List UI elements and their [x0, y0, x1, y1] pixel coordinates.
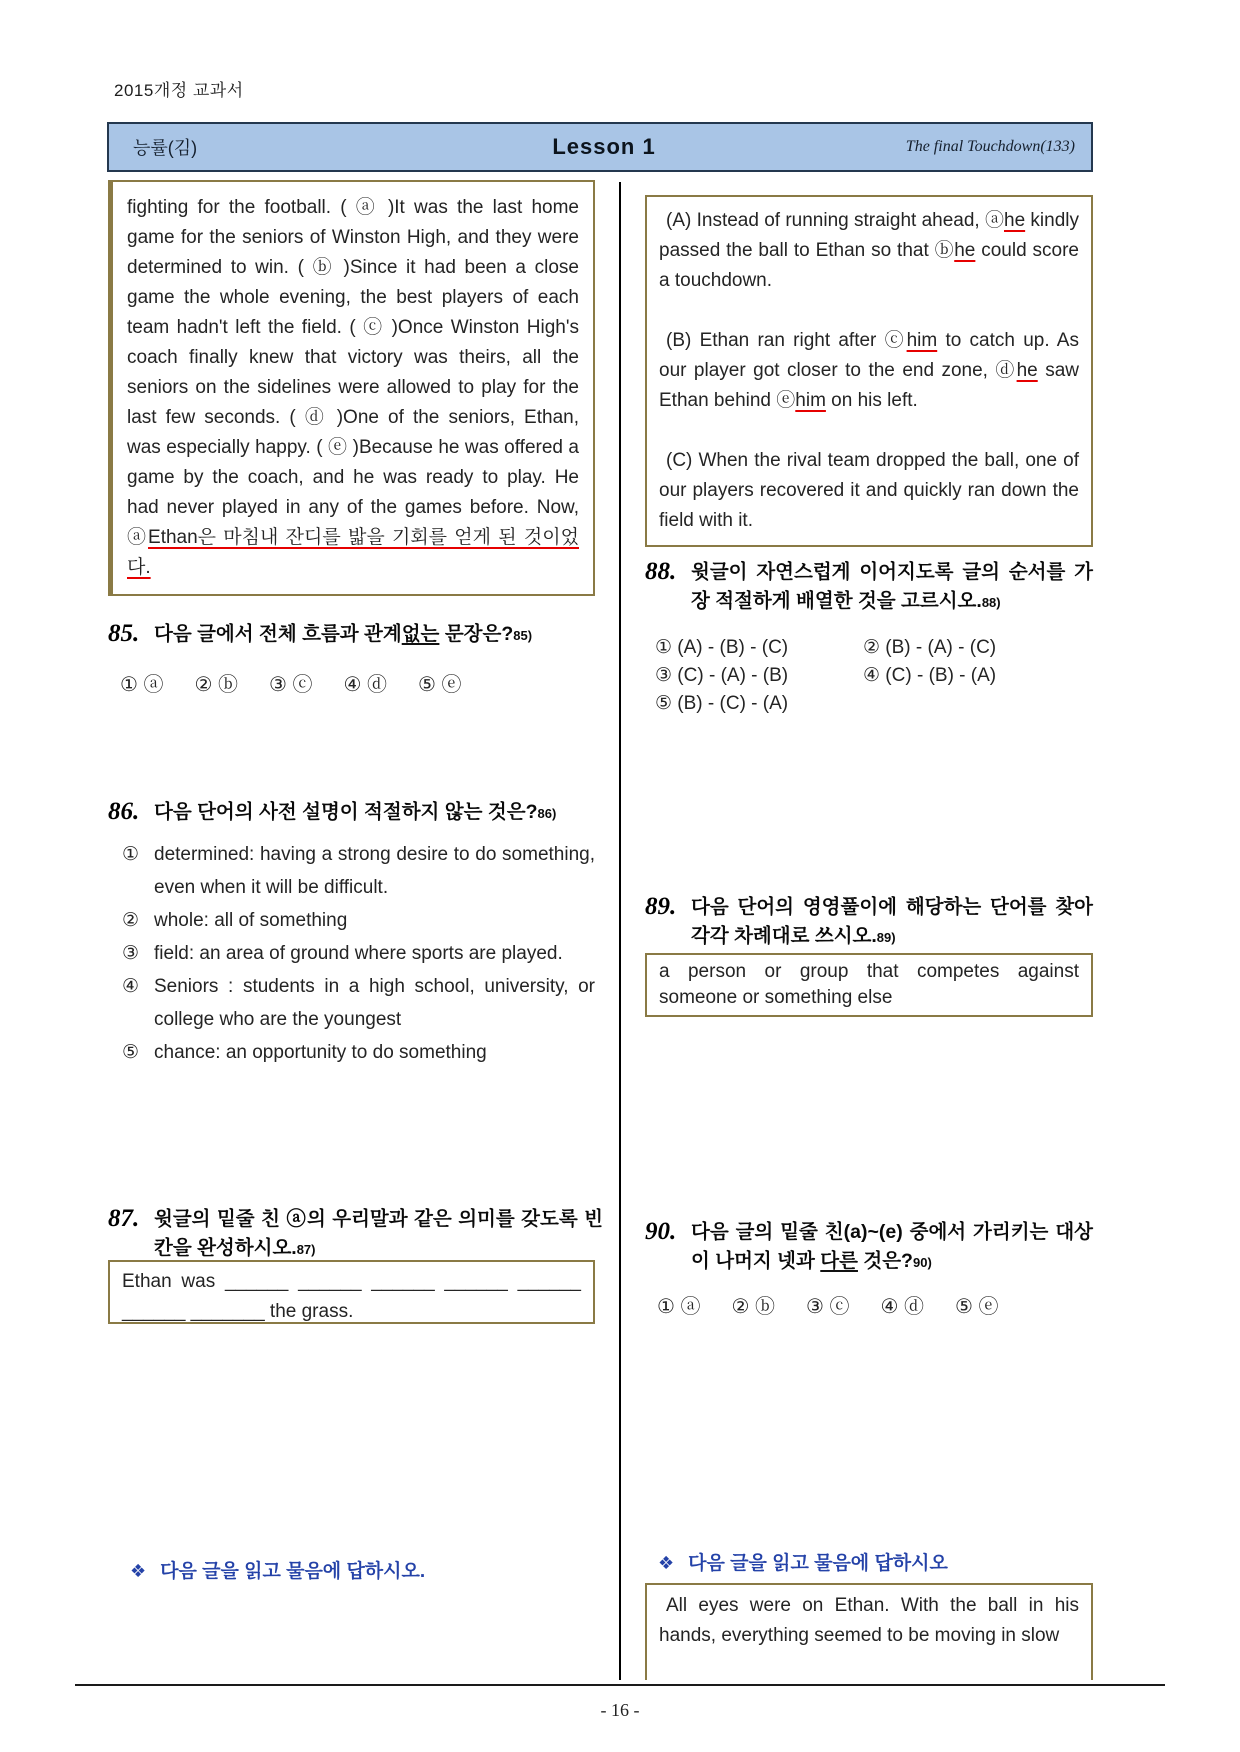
question-86-footnote: 86): [537, 806, 557, 821]
choice-text: whole: all of something: [154, 910, 348, 931]
paragraph-b-text: on his left.: [825, 390, 918, 411]
question-86-title: [154, 798, 603, 828]
choice-marker: ①: [122, 844, 140, 865]
lesson-title: Lesson 1: [552, 134, 656, 159]
question-88-title-text: 윗글이 자연스럽게 이어지도록 글의 순서를 가장 적절하게 배열한 것을 고르시오.: [691, 561, 1093, 612]
choice-marker: ④: [122, 976, 140, 997]
edition-label: 2015개정 교과서: [114, 81, 244, 100]
diamond-icon: ❖: [658, 1553, 675, 1573]
question-85-number: 85.: [108, 620, 140, 647]
choice-option: ① ⓐ: [657, 1296, 701, 1318]
passage-box-abc: [645, 195, 1093, 547]
choice-option: ⑤ ⓔ: [955, 1296, 999, 1318]
question-90-title: [691, 1218, 1093, 1277]
reading-prompt-left: [130, 1556, 590, 1583]
question-86-choices: [122, 838, 595, 1069]
question-86-title-text: 다음 단어의 사전 설명이 적절하지 않는 것은?: [154, 801, 538, 823]
question-87-title-text: 윗글의 밑줄 친 ⓐ의 우리말과 같은 의미를 갖도록 빈칸을 완성하시오.: [154, 1208, 603, 1259]
question-89-title-text: 다음 단어의 영영풀이에 해당하는 단어를 찾아 각각 차례대로 쓰시오.: [691, 896, 1093, 947]
question-85-title-text: 다음 글에서 전체 흐름과 관계: [154, 623, 402, 645]
paragraph-c: [659, 446, 1079, 536]
paragraph-b-text: to catch up. As our player got closer to the end zone, ⓓ: [659, 330, 1079, 381]
question-85: [108, 620, 603, 650]
question-90-title-tail: 것은?: [857, 1250, 913, 1272]
fill-in-blank-text: Ethan was ______ ______ ______ ______ ______ ______ _______ the grass.: [122, 1271, 581, 1322]
choice-option: ② ⓑ: [731, 1296, 775, 1318]
choice-option: ④ ⓓ: [880, 1296, 924, 1318]
choice-option: ③ ⓒ: [806, 1296, 850, 1318]
bottom-passage-text: All eyes were on Ethan. With the ball in his hands, everything seemed to be moving in slow: [659, 1595, 1079, 1646]
source-title: The final Touchdown(133): [905, 138, 1075, 155]
bottom-passage-paragraph: [659, 1591, 1079, 1651]
question-88-footnote: 88): [981, 595, 1001, 610]
publisher-label: 능률(김): [133, 138, 198, 158]
question-90-choices: [645, 1290, 1105, 1319]
choice-option: ④ ⓓ: [343, 674, 387, 696]
question-88-number: 88.: [645, 558, 677, 585]
choice-option: ③ (C) - (A) - (B): [655, 665, 789, 686]
choice-option: ⑤ ⓔ: [418, 674, 462, 696]
choice-option: [122, 838, 595, 904]
choice-marker: ⑤: [122, 1042, 140, 1063]
paragraph-a-text: could score a touchdown.: [659, 240, 1079, 291]
choice-option: ① ⓐ: [120, 674, 164, 696]
choice-text: chance: an opportunity to do something: [154, 1042, 487, 1063]
question-90-footnote: 90): [912, 1255, 932, 1270]
question-86-number: 86.: [108, 798, 140, 825]
reading-prompt-left-text: 다음 글을 읽고 물음에 답하시오.: [160, 1561, 426, 1582]
passage-underlined-korean: Ethan은 마침내 잔디를 밟을 기회를 얻게 된 것이었다.: [127, 527, 579, 578]
pronoun-e: him: [795, 390, 826, 411]
pronoun-d: he: [1016, 360, 1038, 381]
reading-prompt-right: [658, 1548, 1098, 1575]
choice-marker: ③: [122, 943, 140, 964]
choice-option: ③ ⓒ: [269, 674, 313, 696]
question-88-choices: [645, 634, 1095, 717]
reading-prompt-right-text: 다음 글을 읽고 물음에 답하시오: [688, 1553, 948, 1574]
choice-option: ④ (C) - (B) - (A): [863, 665, 997, 686]
question-90-underlined-word: 다른: [820, 1250, 858, 1272]
question-85-choices: [108, 668, 615, 697]
paragraph-a-text: kindly passed the ball to Ethan so that ⓑ: [659, 210, 1079, 261]
pronoun-c: him: [906, 330, 938, 351]
question-89: [645, 893, 1093, 952]
pronoun-b: he: [954, 240, 976, 261]
question-89-title: [691, 893, 1093, 952]
question-87-footnote: 87): [296, 1242, 316, 1257]
question-85-footnote: 85): [513, 628, 533, 643]
pronoun-a: he: [1004, 210, 1026, 231]
paragraph-b-text: (B) Ethan ran right after ⓒ: [666, 330, 907, 351]
question-89-footnote: 89): [876, 930, 896, 945]
question-86: [108, 798, 603, 828]
passage-box-bottom: [645, 1583, 1093, 1680]
question-85-underlined-word: 없는: [401, 623, 440, 645]
choice-option: [122, 1036, 595, 1069]
choice-text: determined: having a strong desire to do something, even when it will be difficult.: [154, 844, 595, 898]
definition-box: [645, 953, 1093, 1017]
page-number: - 16 -: [600, 1700, 640, 1720]
choice-option: ① (A) - (B) - (C): [655, 637, 789, 658]
choice-option: ② (B) - (A) - (C): [863, 637, 997, 658]
question-85-title-tail: 문장은?: [439, 623, 514, 645]
choice-option: ② ⓑ: [194, 674, 238, 696]
diamond-icon: ❖: [130, 1561, 147, 1581]
question-88-title: [691, 558, 1093, 617]
question-85-title: [154, 620, 603, 650]
question-90-number: 90.: [645, 1218, 677, 1245]
choice-text: Seniors : students in a high school, university, or college who are the youngest: [154, 976, 595, 1030]
choice-marker: ②: [122, 910, 140, 931]
choice-text: field: an area of ground where sports are played.: [154, 943, 563, 964]
definition-text: a person or group that competes against someone or something else: [659, 961, 1079, 1008]
fill-in-blank-box: [108, 1260, 595, 1324]
question-87-number: 87.: [108, 1205, 140, 1232]
question-89-number: 89.: [645, 893, 677, 920]
footer-rule: [75, 1684, 1165, 1686]
choice-option: [122, 937, 595, 970]
question-90: [645, 1218, 1093, 1277]
passage-box-football: [108, 180, 595, 596]
paragraph-b: [659, 326, 1079, 416]
choice-option: [122, 904, 595, 937]
paragraph-a-text: (A) Instead of running straight ahead, ⓐ: [666, 210, 1004, 231]
choice-option: [122, 970, 595, 1036]
question-90-title-text: 다음 글의 밑줄 친(a)~(e) 중에서 가리키는 대상이 나머지 넷과: [691, 1221, 1093, 1272]
paragraph-c-text: (C) When the rival team dropped the ball, one of our players recovered it and quickly ran down the field with it.: [659, 450, 1079, 531]
column-divider: [619, 182, 621, 1680]
choice-option: ⑤ (B) - (C) - (A): [655, 693, 789, 714]
passage-text: fighting for the football. ( ⓐ )It was the last home game for the seniors of Winston High, and they were determined to win. ( ⓑ )Since it had been a close game the whole evening, the best players of each team hadn't left the field. ( ⓒ )Once Winston High's coach finally knew that victory was theirs, all the seniors on the sidelines were allowed to play for the last few seconds. ( ⓓ )One of the seniors, Ethan, was especially happy. ( ⓔ )Because he was offered a game by the coach, and he was ready to play. He had never played in any of the games before. Now, ⓐ: [127, 197, 579, 548]
question-88: [645, 558, 1093, 617]
paragraph-b-text: saw Ethan behind ⓔ: [659, 360, 1079, 411]
question-87-title: [154, 1205, 603, 1264]
question-87: [108, 1205, 603, 1264]
paragraph-a: [659, 206, 1079, 296]
lesson-header: [107, 122, 1093, 172]
